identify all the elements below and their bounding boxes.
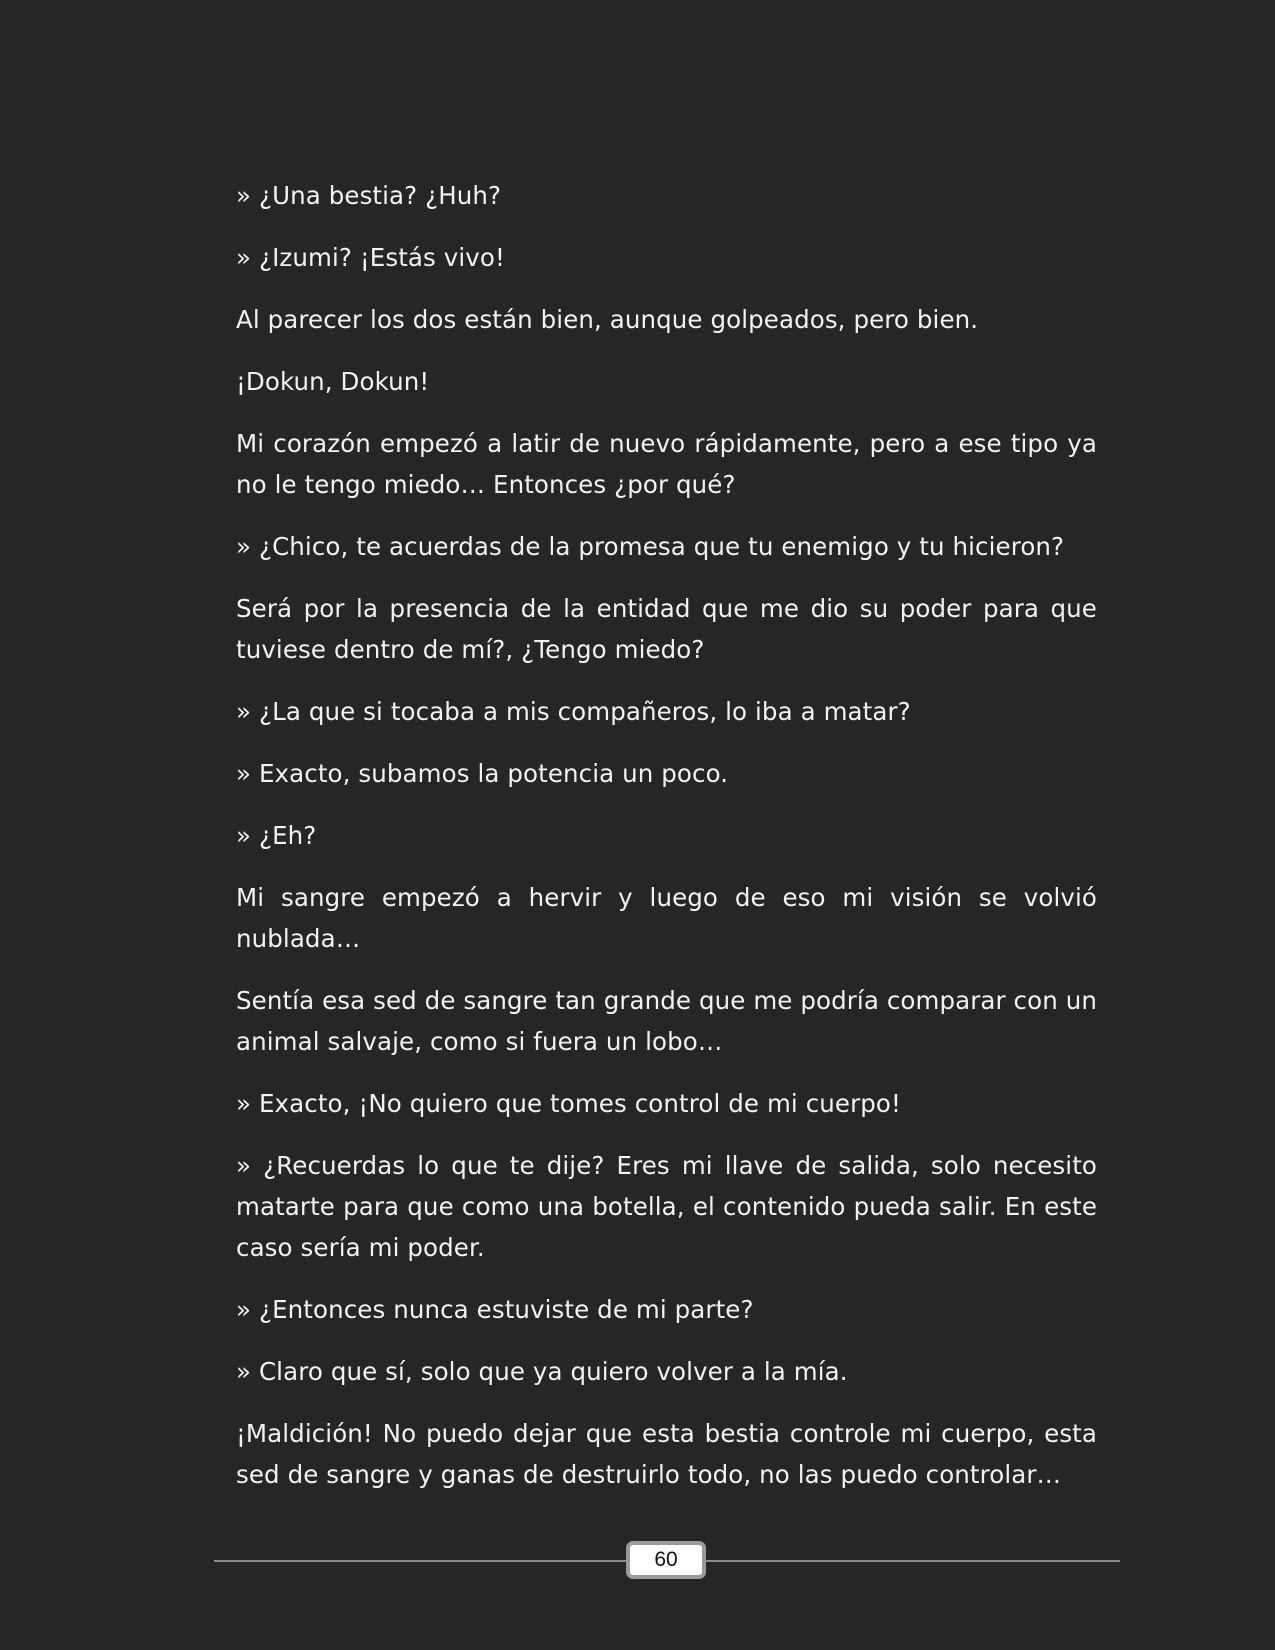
paragraph: » ¿Chico, te acuerdas de la promesa que tu enemigo y tu hicieron? <box>236 532 1065 561</box>
paragraph: Mi sangre empezó a hervir y luego de eso mi visión se volvió nublada… <box>236 883 1097 953</box>
paragraph: » Claro que sí, solo que ya quiero volver a la mía. <box>236 1357 848 1386</box>
paragraph: » ¿Izumi? ¡Estás vivo! <box>236 243 505 272</box>
page-number: 60 <box>654 1548 678 1571</box>
paragraph: ¡Maldición! No puedo dejar que esta bestia controle mi cuerpo, esta sed de sangre y ganas de destruirlo todo, no las puedo controlar… <box>236 1419 1097 1489</box>
paragraph: Sentía esa sed de sangre tan grande que me podría comparar con un animal salvaje, como si fuera un lobo… <box>236 986 1097 1056</box>
paragraph: » Exacto, ¡No quiero que tomes control de mi cuerpo! <box>236 1089 901 1118</box>
footer-rule-right <box>706 1560 1120 1562</box>
paragraph: » ¿Entonces nunca estuviste de mi parte? <box>236 1295 754 1324</box>
paragraph: ¡Dokun, Dokun! <box>236 367 430 396</box>
paragraph: » Exacto, subamos la potencia un poco. <box>236 759 729 788</box>
page-number-badge <box>626 1541 706 1579</box>
page-body <box>236 175 1097 1516</box>
paragraph: Será por la presencia de la entidad que me dio su poder para que tuviese dentro de mí?, ¿Tengo miedo? <box>236 594 1097 664</box>
footer-rule-left <box>214 1560 626 1562</box>
paragraph: » ¿Una bestia? ¿Huh? <box>236 181 502 210</box>
paragraph: » ¿Recuerdas lo que te dije? Eres mi llave de salida, solo necesito matarte para que como una botella, el contenido pueda salir. En este caso sería mi poder. <box>236 1151 1097 1262</box>
paragraph: » ¿Eh? <box>236 821 317 850</box>
paragraph: Al parecer los dos están bien, aunque golpeados, pero bien. <box>236 305 979 334</box>
paragraph: Mi corazón empezó a latir de nuevo rápidamente, pero a ese tipo ya no le tengo miedo… Entonces ¿por qué? <box>236 429 1097 499</box>
paragraph: » ¿La que si tocaba a mis compañeros, lo iba a matar? <box>236 697 911 726</box>
